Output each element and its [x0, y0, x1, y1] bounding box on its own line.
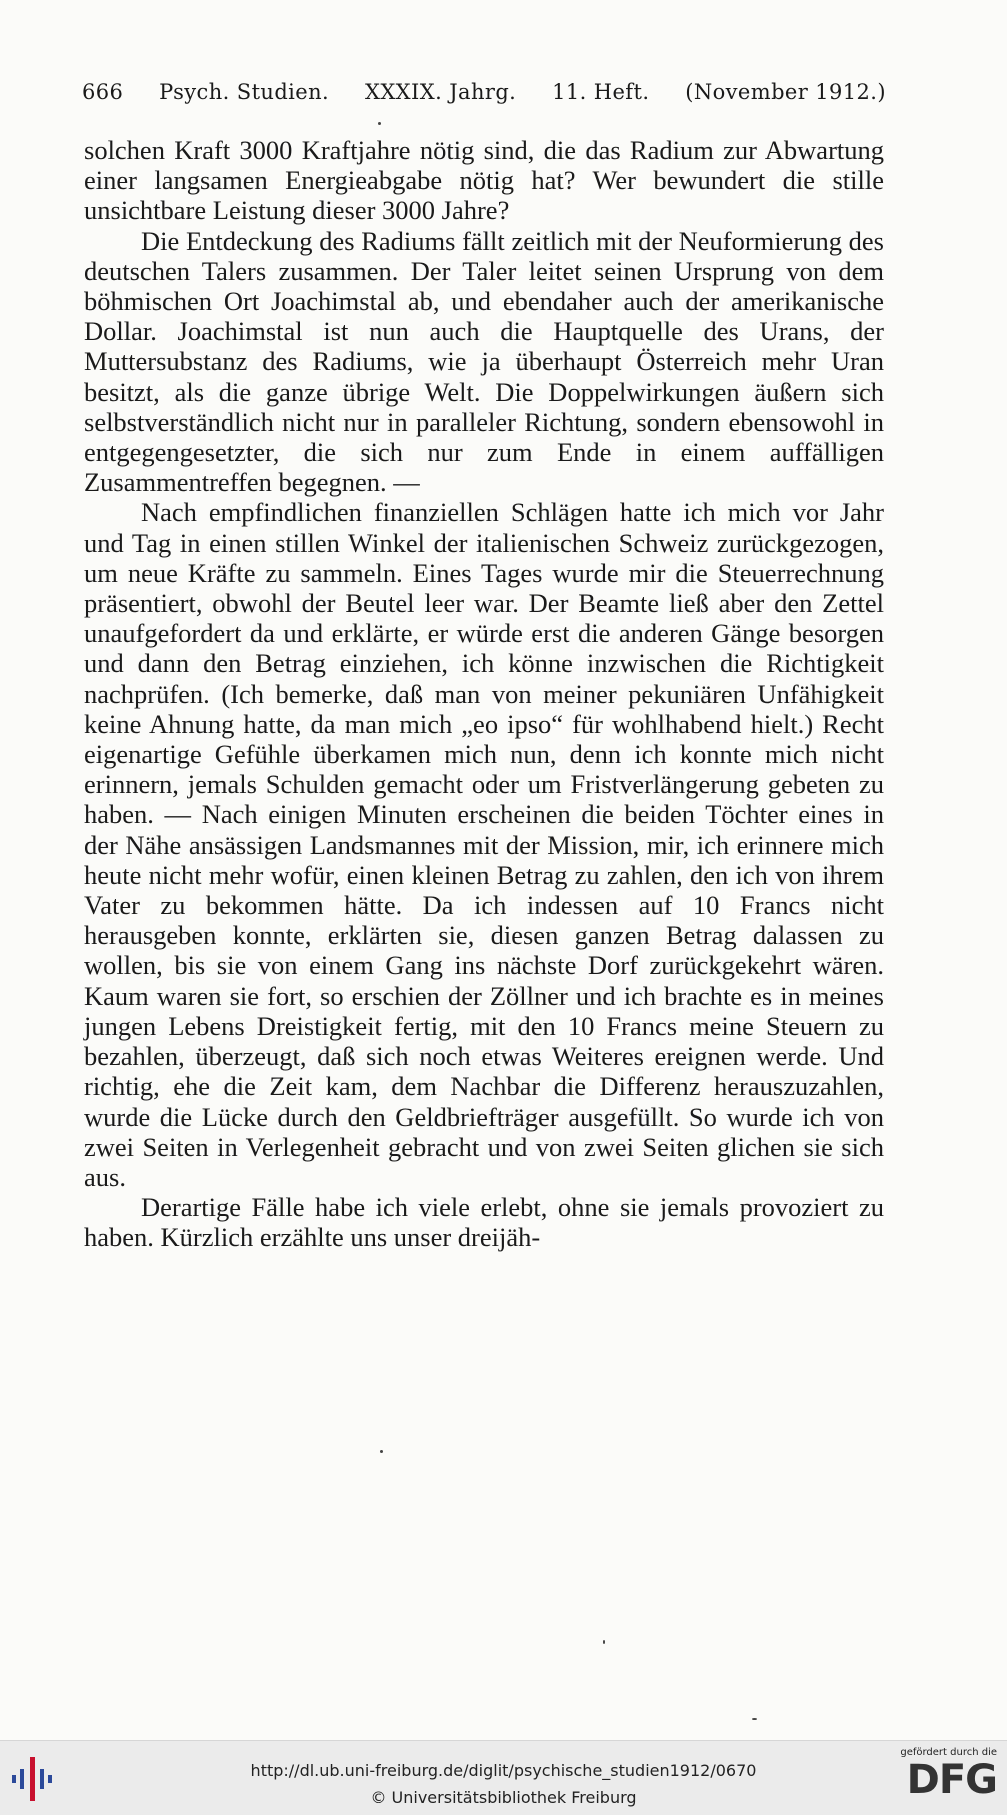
page-number: 666	[82, 80, 124, 104]
scan-speck	[752, 1718, 757, 1720]
journal-title: Psych. Studien.	[159, 80, 330, 104]
volume-label: XXXIX. Jahrg.	[364, 80, 517, 104]
scan-speck	[378, 122, 381, 125]
scan-speck	[380, 1450, 383, 1453]
copyright-notice: © Universitätsbibliothek Freiburg	[370, 1788, 637, 1807]
sponsor-tagline: gefördert durch die	[900, 1747, 997, 1758]
body-text	[84, 135, 884, 1253]
issue-label: 11. Heft.	[552, 80, 650, 104]
paragraph-continuation: solchen Kraft 3000 Kraftjahre nötig sind, die das Radium zur Abwartung einer langsamen Energieabgabe nötig hat? Wer bewundert die stille unsichtbare Leistung dieser 3000 Jahre?	[84, 135, 884, 226]
viewer-footer	[0, 1740, 1007, 1815]
running-header	[82, 80, 886, 116]
dfg-logo-icon	[893, 1747, 997, 1809]
scan-speck	[603, 1640, 605, 1644]
paragraph: Derartige Fälle habe ich viele erlebt, ohne sie jemals provoziert zu haben. Kürzlich erzählte uns unser dreijäh-	[84, 1192, 884, 1253]
issue-date: (November 1912.)	[685, 80, 886, 104]
dfg-wordmark: DFG	[906, 1757, 997, 1803]
paragraph: Die Entdeckung des Radiums fällt zeitlich mit der Neuformierung des deutschen Talers zusammen. Der Taler leitet seinen Ursprung von dem böhmischen Ort Joachimstal ab, und ebendaher auch der amerikanische Dollar. Joachimstal ist nun auch die Hauptquelle des Urans, der Muttersubstanz des Radiums, wie ja überhaupt Österreich mehr Uran besitzt, als die ganze übrige Welt. Die Doppelwirkungen äußern sich selbstverständlich nicht nur in paralleler Richtung, sondern ebensowohl in entgegengesetzter, die sich nur zum Ende in einem auffälligen Zusammentreffen begegnen. —	[84, 225, 884, 498]
source-url-link[interactable]: http://dl.ub.uni-freiburg.de/diglit/psychische_studien1912/0670	[250, 1761, 757, 1780]
paragraph: Nach empfindlichen finanziellen Schlägen hatte ich mich vor Jahr und Tag in einen stillen Winkel der italienischen Schweiz zurückgezogen, um neue Kräfte zu sammeln. Eines Tages wurde mir die Steuerrechnung präsentiert, obwohl der Beutel leer war. Der Beamte ließ aber den Zettel unaufgefordert da und erklärte, er würde erst die anderen Gänge besorgen und dann den Betrag einziehen, ich könne inzwischen die Richtigkeit nachprüfen. (Ich bemerke, daß man von meiner pekuniären Unfähigkeit keine Ahnung hatte, da man mich „eo ipso“ für wohlhabend hielt.) Recht eigenartige Gefühle überkamen mich nun, denn ich konnte mich nicht erinnern, jemals Schulden gemacht oder um Fristverlängerung gebeten zu haben. — Nach einigen Minuten erscheinen die beiden Töchter eines in der Nähe ansässigen Landsmannes mit der Mission, mir, ich erinnere mich heute nicht mehr wofür, einen kleinen Betrag zu zahlen, den ich von ihrem Vater zu bekommen hätte. Da ich indessen auf 10 Francs nicht herausgeben konnte, erklärten sie, diesen ganzen Betrag dalassen zu wollen, bis sie von einem Gang ins nächste Dorf zurückgekehrt wären. Kaum waren sie fort, so erschien der Zöllner und ich brachte es in meines jungen Lebens Dreistigkeit fertig, mit den 10 Francs meine Steuern zu bezahlen, überzeugt, daß sich noch etwas Weiteres ereignen werde. Und richtig, ehe die Zeit kam, dem Nachbar die Differenz herauszuzahlen, wurde die Lücke durch den Geldbriefträger ausgefüllt. So wurde ich von zwei Seiten in Verlegenheit gebracht und von zwei Seiten glichen sie sich aus.	[84, 497, 884, 1192]
